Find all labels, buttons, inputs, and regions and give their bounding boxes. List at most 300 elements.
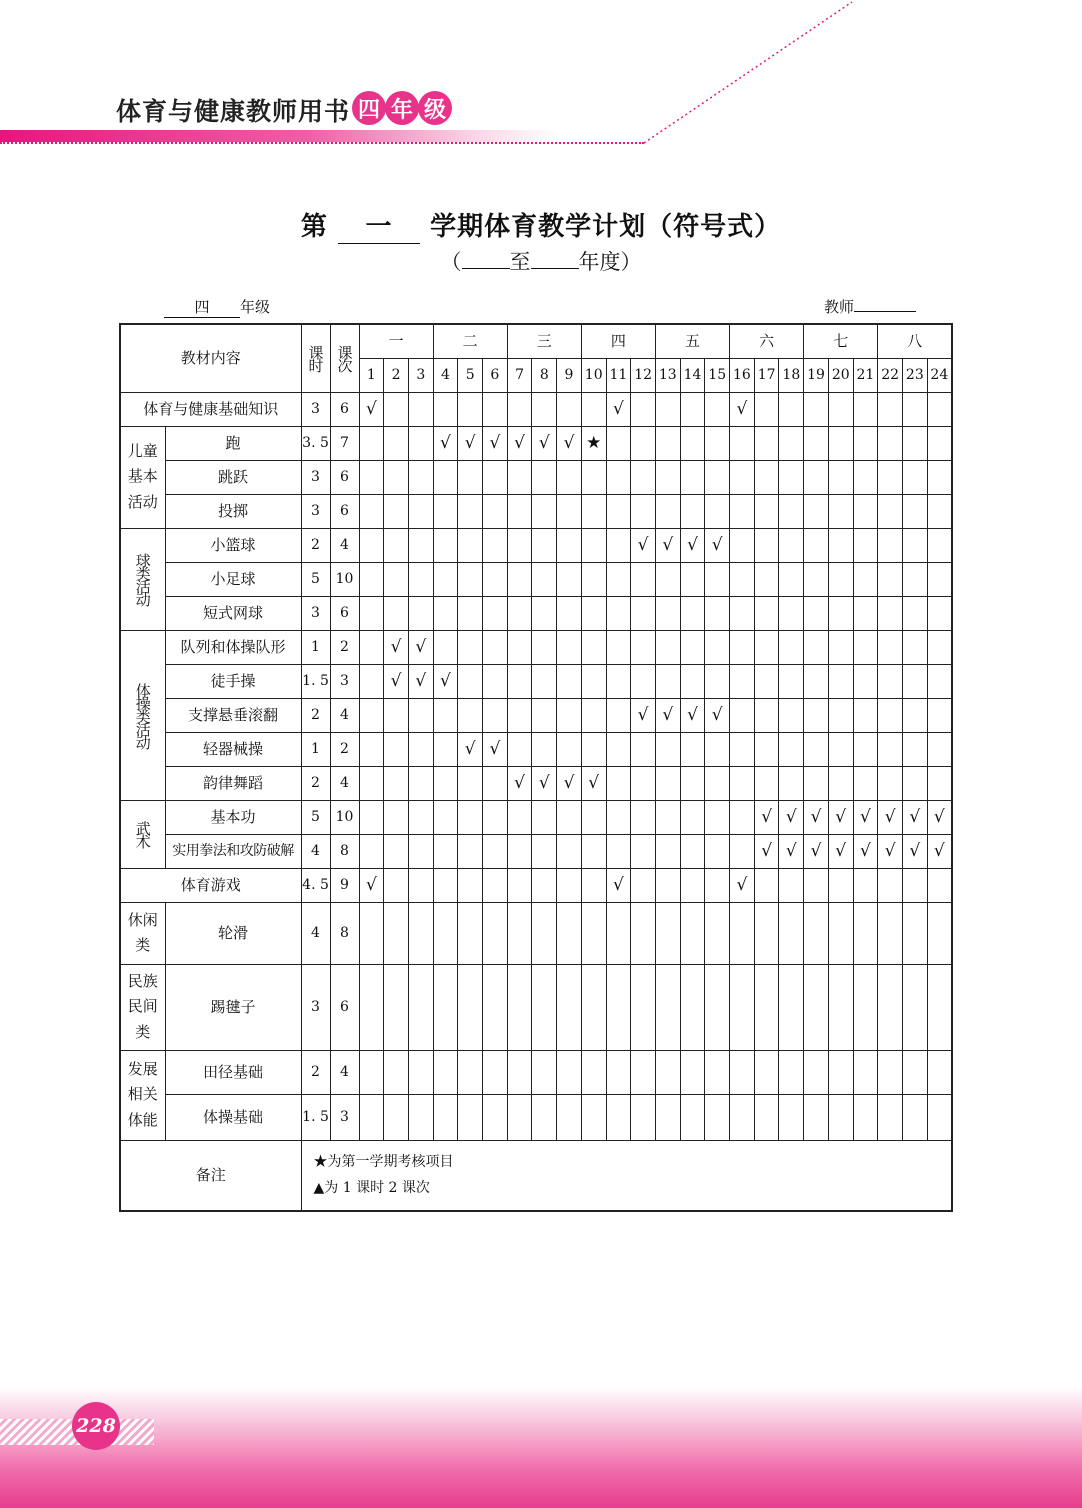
week-cell <box>631 766 656 800</box>
sessions-cell: 6 <box>330 964 359 1050</box>
week-cell <box>705 630 730 664</box>
week-cell <box>581 562 606 596</box>
week-cell <box>483 766 508 800</box>
week-cell <box>804 528 829 562</box>
table-row <box>120 460 952 494</box>
week-cell <box>754 596 779 630</box>
week-cell <box>532 698 557 732</box>
week-number: 16 <box>730 358 755 392</box>
week-cell <box>631 964 656 1050</box>
sessions-cell: 4 <box>330 766 359 800</box>
week-number: 17 <box>754 358 779 392</box>
item-name: 小篮球 <box>165 528 301 562</box>
hours-cell: 1 <box>301 732 330 766</box>
sessions-header: 课次 <box>330 324 359 392</box>
sessions-cell: 6 <box>330 460 359 494</box>
month-header: 一 <box>359 324 433 358</box>
week-cell <box>730 562 755 596</box>
week-cell <box>754 868 779 902</box>
week-cell <box>804 562 829 596</box>
week-cell <box>557 1050 582 1094</box>
week-cell <box>927 426 952 460</box>
week-cell <box>878 528 903 562</box>
item-name: 跳跃 <box>165 460 301 494</box>
week-cell <box>606 1094 631 1140</box>
week-cell <box>680 630 705 664</box>
week-cell <box>779 392 804 426</box>
week-cell <box>532 630 557 664</box>
week-cell: √ <box>680 698 705 732</box>
week-cell <box>631 596 656 630</box>
item-name: 投掷 <box>165 494 301 528</box>
hours-cell: 5 <box>301 562 330 596</box>
week-cell: √ <box>853 834 878 868</box>
item-name: 体操基础 <box>165 1094 301 1140</box>
item-name: 田径基础 <box>165 1050 301 1094</box>
week-cell <box>705 902 730 964</box>
sessions-cell: 8 <box>330 834 359 868</box>
table-row <box>120 562 952 596</box>
week-cell <box>754 964 779 1050</box>
week-cell <box>532 964 557 1050</box>
week-cell: √ <box>458 426 483 460</box>
sessions-cell: 10 <box>330 800 359 834</box>
week-cell <box>458 630 483 664</box>
category-cell: 休闲类 <box>120 902 165 964</box>
item-name: 基本功 <box>165 800 301 834</box>
table-row <box>120 494 952 528</box>
week-number: 18 <box>779 358 804 392</box>
table-row <box>120 392 952 426</box>
week-cell <box>828 392 853 426</box>
week-cell <box>655 596 680 630</box>
week-cell <box>828 426 853 460</box>
week-cell <box>483 528 508 562</box>
week-cell <box>507 698 532 732</box>
week-cell <box>927 1094 952 1140</box>
week-cell <box>458 664 483 698</box>
week-cell <box>557 698 582 732</box>
week-cell <box>631 800 656 834</box>
week-cell <box>408 460 433 494</box>
week-cell <box>458 528 483 562</box>
week-cell <box>581 664 606 698</box>
week-cell <box>655 964 680 1050</box>
week-cell <box>828 1094 853 1140</box>
item-name: 跑 <box>165 426 301 460</box>
week-cell <box>804 630 829 664</box>
week-cell: √ <box>828 800 853 834</box>
week-cell <box>804 596 829 630</box>
week-cell <box>655 868 680 902</box>
week-cell <box>581 698 606 732</box>
week-cell: √ <box>655 698 680 732</box>
note-line: ★为第一学期考核项目 <box>313 1153 454 1170</box>
week-cell <box>878 964 903 1050</box>
week-cell <box>557 460 582 494</box>
page-subtitle <box>0 246 1082 276</box>
week-cell <box>705 1094 730 1140</box>
week-cell <box>408 902 433 964</box>
page-number: 228 <box>76 1415 116 1437</box>
subtitle-to: 至 <box>509 250 531 274</box>
category-cell: 球类活动 <box>120 528 165 630</box>
week-cell <box>408 528 433 562</box>
week-cell <box>902 902 927 964</box>
table-row <box>120 834 952 868</box>
week-cell <box>483 664 508 698</box>
week-cell <box>779 460 804 494</box>
week-number: 15 <box>705 358 730 392</box>
week-cell <box>927 596 952 630</box>
week-cell <box>359 460 384 494</box>
week-cell: √ <box>705 528 730 562</box>
item-name: 踢毽子 <box>165 964 301 1050</box>
sessions-cell: 4 <box>330 698 359 732</box>
week-cell <box>705 834 730 868</box>
sessions-cell: 8 <box>330 902 359 964</box>
week-cell: √ <box>631 528 656 562</box>
week-number: 13 <box>655 358 680 392</box>
week-cell <box>359 630 384 664</box>
week-cell <box>705 562 730 596</box>
hours-cell: 3. 5 <box>301 426 330 460</box>
week-cell <box>606 766 631 800</box>
week-cell <box>532 596 557 630</box>
hours-cell: 2 <box>301 528 330 562</box>
week-cell <box>458 392 483 426</box>
hours-cell: 2 <box>301 1050 330 1094</box>
week-cell <box>754 426 779 460</box>
week-cell <box>779 964 804 1050</box>
week-cell <box>458 1094 483 1140</box>
week-cell <box>359 596 384 630</box>
week-cell <box>557 494 582 528</box>
subtitle-year: 年度） <box>578 250 642 274</box>
week-cell <box>507 800 532 834</box>
table-row <box>120 732 952 766</box>
category-cell: 体操类活动 <box>120 630 165 800</box>
page-title <box>0 206 1082 244</box>
week-cell <box>606 1050 631 1094</box>
table-row <box>120 664 952 698</box>
week-cell <box>483 562 508 596</box>
week-cell <box>754 460 779 494</box>
week-cell <box>828 596 853 630</box>
week-cell <box>507 664 532 698</box>
week-cell <box>902 698 927 732</box>
week-number: 3 <box>408 358 433 392</box>
page-number-badge <box>72 1402 120 1450</box>
week-cell <box>655 426 680 460</box>
week-cell <box>606 698 631 732</box>
week-cell <box>828 460 853 494</box>
week-cell <box>507 902 532 964</box>
week-cell <box>705 494 730 528</box>
week-cell <box>853 664 878 698</box>
week-cell <box>532 1050 557 1094</box>
week-cell <box>730 902 755 964</box>
week-cell <box>878 868 903 902</box>
week-cell <box>655 630 680 664</box>
week-cell <box>433 392 458 426</box>
sessions-cell: 9 <box>330 868 359 902</box>
week-cell <box>581 596 606 630</box>
week-cell <box>680 494 705 528</box>
week-cell <box>655 460 680 494</box>
week-cell <box>705 426 730 460</box>
week-number: 4 <box>433 358 458 392</box>
item-name: 实用拳法和攻防破解 <box>165 834 301 868</box>
week-cell <box>927 460 952 494</box>
week-cell <box>779 528 804 562</box>
week-cell <box>902 1094 927 1140</box>
sessions-cell: 3 <box>330 1094 359 1140</box>
week-cell <box>902 630 927 664</box>
term-blank: 一 <box>338 206 420 244</box>
week-cell <box>705 596 730 630</box>
week-cell <box>680 426 705 460</box>
week-cell <box>754 732 779 766</box>
sessions-cell: 10 <box>330 562 359 596</box>
week-cell: √ <box>458 732 483 766</box>
week-cell: √ <box>606 392 631 426</box>
week-cell <box>507 1094 532 1140</box>
table-row <box>120 698 952 732</box>
week-cell <box>680 868 705 902</box>
table-row <box>120 868 952 902</box>
teacher-blank <box>854 311 916 312</box>
week-cell <box>754 494 779 528</box>
week-cell <box>927 630 952 664</box>
week-cell <box>828 902 853 964</box>
week-cell <box>507 494 532 528</box>
notes-label: 备注 <box>120 1140 301 1211</box>
week-number: 11 <box>606 358 631 392</box>
week-cell <box>853 528 878 562</box>
week-cell: √ <box>853 800 878 834</box>
week-cell <box>902 460 927 494</box>
week-cell <box>483 834 508 868</box>
week-cell <box>779 698 804 732</box>
week-cell: √ <box>705 698 730 732</box>
week-cell <box>581 834 606 868</box>
week-cell <box>853 964 878 1050</box>
week-cell <box>631 1050 656 1094</box>
week-cell <box>902 1050 927 1094</box>
week-cell <box>754 562 779 596</box>
week-cell: √ <box>507 766 532 800</box>
week-cell <box>828 732 853 766</box>
week-cell <box>804 426 829 460</box>
week-cell <box>878 1050 903 1094</box>
month-header: 六 <box>730 324 804 358</box>
week-cell: √ <box>384 630 409 664</box>
week-cell <box>433 698 458 732</box>
week-cell <box>458 596 483 630</box>
week-cell: √ <box>730 392 755 426</box>
week-cell: √ <box>878 800 903 834</box>
week-cell <box>705 766 730 800</box>
category-cell: 民族民间类 <box>120 964 165 1050</box>
week-cell <box>779 562 804 596</box>
week-cell <box>433 460 458 494</box>
week-cell <box>483 630 508 664</box>
week-cell <box>804 494 829 528</box>
week-cell <box>927 698 952 732</box>
week-cell <box>655 834 680 868</box>
week-cell <box>705 964 730 1050</box>
week-cell <box>779 1094 804 1140</box>
week-cell <box>730 426 755 460</box>
week-cell <box>705 392 730 426</box>
week-cell <box>384 392 409 426</box>
week-cell <box>754 528 779 562</box>
week-cell <box>828 528 853 562</box>
week-cell <box>655 766 680 800</box>
week-cell <box>458 964 483 1050</box>
week-cell <box>581 528 606 562</box>
week-cell: √ <box>384 664 409 698</box>
week-cell <box>532 1094 557 1140</box>
item-name: 短式网球 <box>165 596 301 630</box>
week-cell <box>828 664 853 698</box>
week-cell <box>655 664 680 698</box>
year-start-blank <box>462 268 510 269</box>
week-cell: √ <box>902 834 927 868</box>
week-cell: √ <box>779 800 804 834</box>
week-cell <box>606 630 631 664</box>
sessions-cell: 6 <box>330 392 359 426</box>
week-cell <box>532 494 557 528</box>
week-cell <box>705 1050 730 1094</box>
week-cell <box>655 392 680 426</box>
week-cell <box>359 766 384 800</box>
week-cell <box>631 562 656 596</box>
week-cell <box>631 630 656 664</box>
week-cell <box>705 868 730 902</box>
week-cell <box>631 1094 656 1140</box>
table-row <box>120 426 952 460</box>
week-cell <box>408 1050 433 1094</box>
week-cell: √ <box>631 698 656 732</box>
week-cell <box>359 834 384 868</box>
week-cell <box>384 1050 409 1094</box>
week-cell <box>557 664 582 698</box>
week-cell <box>557 528 582 562</box>
week-cell <box>927 494 952 528</box>
week-cell <box>655 902 680 964</box>
week-cell <box>828 494 853 528</box>
week-cell <box>433 800 458 834</box>
week-cell <box>853 426 878 460</box>
week-cell <box>655 1094 680 1140</box>
week-cell <box>804 1050 829 1094</box>
week-cell <box>804 964 829 1050</box>
week-cell <box>606 964 631 1050</box>
week-cell <box>878 732 903 766</box>
week-cell <box>507 868 532 902</box>
week-cell <box>828 698 853 732</box>
week-cell <box>384 834 409 868</box>
week-cell <box>779 732 804 766</box>
week-cell <box>557 902 582 964</box>
week-cell <box>804 664 829 698</box>
hours-cell: 3 <box>301 460 330 494</box>
week-cell <box>458 562 483 596</box>
week-cell <box>853 1094 878 1140</box>
week-cell <box>408 800 433 834</box>
week-cell <box>384 494 409 528</box>
week-cell <box>878 494 903 528</box>
week-cell <box>507 596 532 630</box>
week-cell <box>804 1094 829 1140</box>
week-cell <box>680 834 705 868</box>
week-cell: √ <box>754 800 779 834</box>
week-cell <box>631 494 656 528</box>
hours-cell: 3 <box>301 596 330 630</box>
week-cell: √ <box>507 426 532 460</box>
week-cell <box>927 1050 952 1094</box>
week-cell <box>532 460 557 494</box>
week-cell <box>483 392 508 426</box>
week-cell <box>483 596 508 630</box>
week-cell <box>359 964 384 1050</box>
item-name: 体育游戏 <box>120 868 301 902</box>
week-cell: √ <box>779 834 804 868</box>
header-diagonal-decoration <box>0 0 1082 160</box>
week-cell <box>655 1050 680 1094</box>
week-cell: √ <box>754 834 779 868</box>
week-cell <box>828 1050 853 1094</box>
week-cell <box>532 868 557 902</box>
week-cell <box>754 392 779 426</box>
week-cell <box>853 902 878 964</box>
week-cell <box>828 868 853 902</box>
week-cell <box>359 1050 384 1094</box>
week-cell <box>359 698 384 732</box>
week-cell <box>853 460 878 494</box>
content-header: 教材内容 <box>120 324 301 392</box>
week-cell <box>581 460 606 494</box>
week-cell <box>384 964 409 1050</box>
week-cell <box>927 902 952 964</box>
week-cell <box>458 494 483 528</box>
week-cell <box>902 664 927 698</box>
hours-cell: 5 <box>301 800 330 834</box>
week-cell <box>507 834 532 868</box>
hours-cell: 3 <box>301 494 330 528</box>
week-cell <box>853 494 878 528</box>
week-cell: √ <box>557 766 582 800</box>
week-cell <box>483 1050 508 1094</box>
week-cell <box>581 392 606 426</box>
week-number: 10 <box>581 358 606 392</box>
week-cell <box>902 392 927 426</box>
week-cell <box>730 732 755 766</box>
subtitle-open: （ <box>440 250 462 274</box>
week-cell <box>730 964 755 1050</box>
teacher-field <box>824 296 916 317</box>
week-number: 19 <box>804 358 829 392</box>
week-number: 2 <box>384 358 409 392</box>
week-cell <box>532 528 557 562</box>
week-cell <box>458 766 483 800</box>
week-cell: √ <box>878 834 903 868</box>
week-cell <box>730 494 755 528</box>
week-cell: √ <box>359 868 384 902</box>
grade-badge: 级 <box>418 91 452 125</box>
